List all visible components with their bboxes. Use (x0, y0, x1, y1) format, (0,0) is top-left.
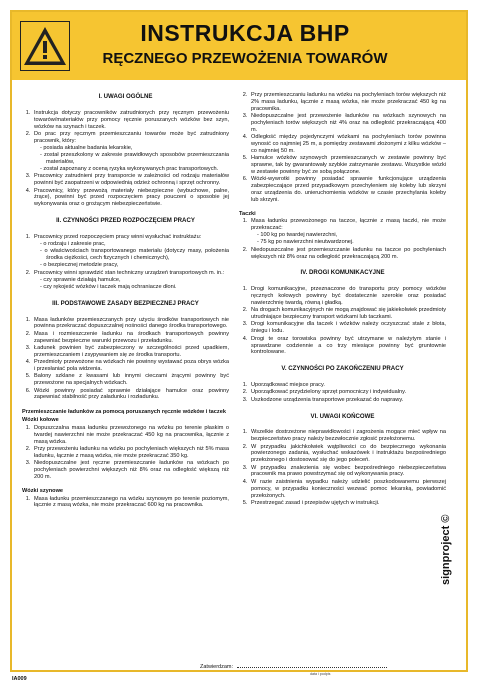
section-list (239, 218, 446, 260)
section-heading: VI. UWAGI KOŃCOWE (310, 412, 375, 420)
list-item: 3. W przypadku znalezienia się wobec bezpośredniego niebezpieczeństwa pracownik ma prawo powstrzymać się od wykonywania pracy. (249, 465, 446, 479)
section-list (22, 234, 229, 291)
list-item: 1. Instrukcja dotyczy pracowników zatrudnionych przy ręcznym przewożeniu towarów/materiałów przy pomocy ręcznie poruszanych wózków bez szyn, wózków na szynach i taczek. (32, 110, 229, 131)
list-item: 1. Masa ładunku przewożonego na taczce, łącznie z masą taczki, nie może przekraczać: - 100 kg po twardej nawierzchni, - 75 kg po nawierzchni nieutwardzonej. (249, 218, 446, 246)
list-item: 3. Ładunek powinien być zabezpieczony w szczególności przed upadkiem, przemieszczaniem i zsypywaniem się ze środka transportu. (32, 345, 229, 359)
approval-signature (200, 664, 400, 676)
list-item: 2. Masa i rozmieszczenie ładunku na środkach transportowych powinny zapewniać bezpieczne warunki przewozu i przeładunku. (32, 331, 229, 345)
approval-label: Zatwierdzam: (200, 664, 234, 670)
section-heading: I. UWAGI OGÓLNE (98, 93, 153, 100)
list-item: 5. Przestrzegać zasad i przepisów ujętych w instrukcji. (249, 500, 446, 507)
section-heading: II. CZYNNOŚCI PRZED ROZPOCZĘCIEM PRACY (56, 217, 195, 225)
sub-list-item: - czy sprawnie działają hamulce, (44, 277, 229, 284)
section-heading: V. CZYNNOŚCI PO ZAKOŃCZENIU PRACY (281, 365, 404, 373)
list-item: 2. W przypadku jakichkolwiek wątpliwości co do bezpiecznego wykonania powierzonego zadania, wysłuchać wskazówek i instruktażu bezpośredniego przełożonego i dostosować się do jego poleceń. (249, 444, 446, 465)
sub-list (34, 241, 229, 269)
section-list (22, 317, 229, 402)
section-heading: IV. DROGI KOMUNIKACYJNE (300, 269, 385, 277)
list-item: 2. Na drogach komunikacyjnych nie mogą znajdować się jakiekolwiek przedmioty utrudniające bezpieczny transport wózkami lub taczkami. (249, 307, 446, 321)
list-item: 3. Pracownicy zatrudnieni przy transporcie w zależności od rodzaju materiałów powinni być zaopatrzeni w odpowiednią odzież ochronną i sprzęt ochronny. (32, 173, 229, 187)
section-list (239, 92, 446, 204)
product-code: IA009 (12, 676, 27, 682)
sub-list-item: - 100 kg po twardej nawierzchni, (261, 232, 446, 239)
list-item: 2. Przy przewożeniu ładunku na wózku po pochyleniach większych niż 5% masa ładunku, łącznie z masą wózka, nie może przekraczać 350 kg. (32, 446, 229, 460)
sub-list-item: - o bezpiecznej metodzie pracy, (44, 262, 229, 269)
sub-list (34, 277, 229, 291)
warning-triangle-icon (20, 21, 70, 71)
list-item: 2. Przy przemieszczaniu ładunku na wózku na pochyleniach torów większych niż 2% masa ładunku, łącznie z masą wózka, nie może przekraczać 450 kg na pracownika. (249, 92, 446, 113)
list-item: 1. Pracownicy przed rozpoczęciem pracy winni wysłuchać instruktażu: - o rodzaju i zakresie prac, - o właściwościach transportowanego materiału (dotyczy masy, położenia środka ciężkości, cech fizycznych i chemicznych), - o bezpiecznej metodzie pracy, (32, 234, 229, 269)
right-column (239, 92, 446, 652)
section-list (22, 496, 229, 510)
section-list (239, 382, 446, 404)
list-item: 4. Przedmioty przewożone na wózkach nie powinny wystawać poza obrys wózka i przesłaniać pola widzenia. (32, 359, 229, 373)
sub-list-item: - 75 kg po nawierzchni nieutwardzonej. (261, 239, 446, 246)
page-title: INSTRUKCJA BHP (140, 20, 350, 46)
page-subtitle: RĘCZNEGO PRZEWOŻENIA TOWARÓW (102, 50, 388, 67)
subsection-heading: Taczki (239, 210, 256, 217)
list-item: 3. Niedopuszczalne jest ręczne przemieszczanie ładunków na wózkach po pochyleniach powierzchni większych niż 8% oraz na odległość większą niż 200 m. (32, 460, 229, 481)
list-item: 1. Drogi komunikacyjne, przeznaczone do transportu przy pomocy wózków ręcznych kołowych powinny być dostatecznie szerokie oraz posiadać nawierzchnię twardą, równą i gładką. (249, 286, 446, 307)
signature-line (237, 667, 387, 668)
sub-list-item: - o rodzaju i zakresie prac, (44, 241, 229, 248)
section-list (239, 429, 446, 506)
list-item: 3. Niedopuszczalne jest przewożenie ładunków na wózkach szynowych na pochyleniach torów większych niż 4% oraz na odległość przekraczającą 400 m. (249, 113, 446, 134)
sub-list (34, 145, 229, 173)
list-item: 1. Dopuszczalna masa ładunku przewożonego na wózku po terenie płaskim o twardej nawierzchni nie może przekraczać 450 kg na pracownika, łącznie z masą wózka. (32, 425, 229, 446)
list-item: 2. Do prac przy ręcznym przemieszczaniu towarów może być zatrudniony pracownik, który: - posiada aktualne badania lekarskie, - został przeszkolony w zakresie prawidłowych sposobów przemieszczania materiałów, - został zapoznany z oceną ryzyka wykonywanych prac transportowych. (32, 131, 229, 173)
sub-list-item: - czy rękojeść wózków i taczek mają ochraniacze dłoni. (44, 284, 229, 291)
list-item: 1. Masa ładunku przemieszczanego na wózku szynowym po terenie poziomym, łącznie z masą wózka, nie może przekraczać 600 kg na pracownika. (32, 496, 229, 510)
instruction-body (22, 92, 446, 652)
sub-list-item: - został zapoznany z oceną ryzyka wykonywanych prac transportowych. (44, 166, 229, 173)
section-list (22, 110, 229, 208)
list-item: 3. Uszkodzone urządzenia transportowe przekazać do naprawy. (249, 397, 446, 404)
list-item: 4. Pracownicy, który przewożą materiały niebezpieczne (wybuchowe, palne, żrące), powinni być przed rozpoczęciem pracy pouczeni o sposobie jej wykonywania oraz o grożącym niebezpieczeństwie. (32, 188, 229, 209)
list-item: 5. Hamulce wózków szynowych przemieszczanych w zestawie powinny być sprawne, tak by gwarantowały szybkie zatrzymanie zestawu. Wszystkie wózki w zestawie powinny być ze sobą połączone. (249, 155, 446, 176)
list-item: 2. Uporządkować przydzielony sprzęt pomocniczy i indywidualny. (249, 389, 446, 396)
list-item: 3. Drogi komunikacyjne dla taczek i wózków należy oczyszczać stale z błota, śniegu i lodu. (249, 321, 446, 335)
list-item: 6. Wózki-wywrotki powinny posiadać sprawnie funkcjonujące urządzenia zabezpieczające przed przypadkowym przechyleniem się koleby lub skrzyni oraz urządzenia do. unieruchomienia wózków w czasie przechylania koleby lub skrzyni. (249, 176, 446, 203)
sub-list-item: - o właściwościach transportowanego materiału (dotyczy masy, położenia środka ciężkości, cech fizycznych i chemicznych), (44, 248, 229, 262)
sub-list (251, 232, 446, 246)
list-item: 2. Niedopuszczalne jest przemieszczanie ładunku na taczce po pochyleniach większych niż 8% oraz na odległość przekraczającą 200 m. (249, 247, 446, 261)
brand-logo: signproject © (440, 514, 452, 585)
list-item: 4. W razie zaistnienia wypadku należy udzielić poszkodowanemu pierwszej pomocy, w przypadku konieczności wezwać pomoc lekarską, powiadomić przełożonych. (249, 479, 446, 500)
left-column (22, 92, 229, 652)
sub-list-item: - posiada aktualne badania lekarskie, (44, 145, 229, 152)
list-item: 1. Uporządkować miejsce pracy. (249, 382, 446, 389)
list-item: 1. Wszelkie dostrzeżone nieprawidłowości i zagrożenia mogące mieć wpływ na bezpieczeństwo pracy należy bezzwłocznie zgłosić przełożonemu. (249, 429, 446, 443)
list-item: 6. Wózki powinny posiadać sprawnie działające hamulce oraz powinny zapewniać stabilność przy załadunku i rozładunku. (32, 388, 229, 402)
subsection-heading: Wózki kołowe (22, 417, 59, 424)
subsection-heading: Przemieszczanie ładunków za pomocą poruszanych ręcznie wózków i taczek (22, 409, 226, 416)
list-item: 2. Pracownicy winni sprawdzić stan techniczny urządzeń transportowych m. in.: - czy sprawnie działają hamulce, - czy rękojeść wózków i taczek mają ochraniacze dłoni. (32, 270, 229, 291)
subsection-heading: Wózki szynowe (22, 487, 64, 494)
list-item: 4. Drogi te oraz torowiska powinny być utrzymane w należytym stanie i sprawdzane codziennie a co trzy miesiące powinny być gruntownie kontrolowane. (249, 336, 446, 357)
list-item: 4. Odległość między pojedynczymi wózkami na pochyleniach torów powinna wynosić co najmniej 25 m, a pomiędzy zestawami złożonymi z kilku wózków – co najmniej 50 m. (249, 134, 446, 155)
sub-list-item: - został przeszkolony w zakresie prawidłowych sposobów przemieszczania materiałów, (44, 152, 229, 166)
date-caption: data i podpis (310, 672, 331, 676)
list-item: 5. Balony szklane z kwasami lub innymi cieczami żrącymi powinny być przewożone na specjalnych wózkach. (32, 373, 229, 387)
section-list (239, 286, 446, 356)
section-list (22, 425, 229, 481)
list-item: 1. Masa ładunków przemieszczanych przy użyciu środków transportowych nie powinna przekraczać dopuszczalnej nośności danego środka transportowego. (32, 317, 229, 331)
section-heading: III. PODSTAWOWE ZASADY BEZPIECZNEJ PRACY (52, 299, 199, 307)
